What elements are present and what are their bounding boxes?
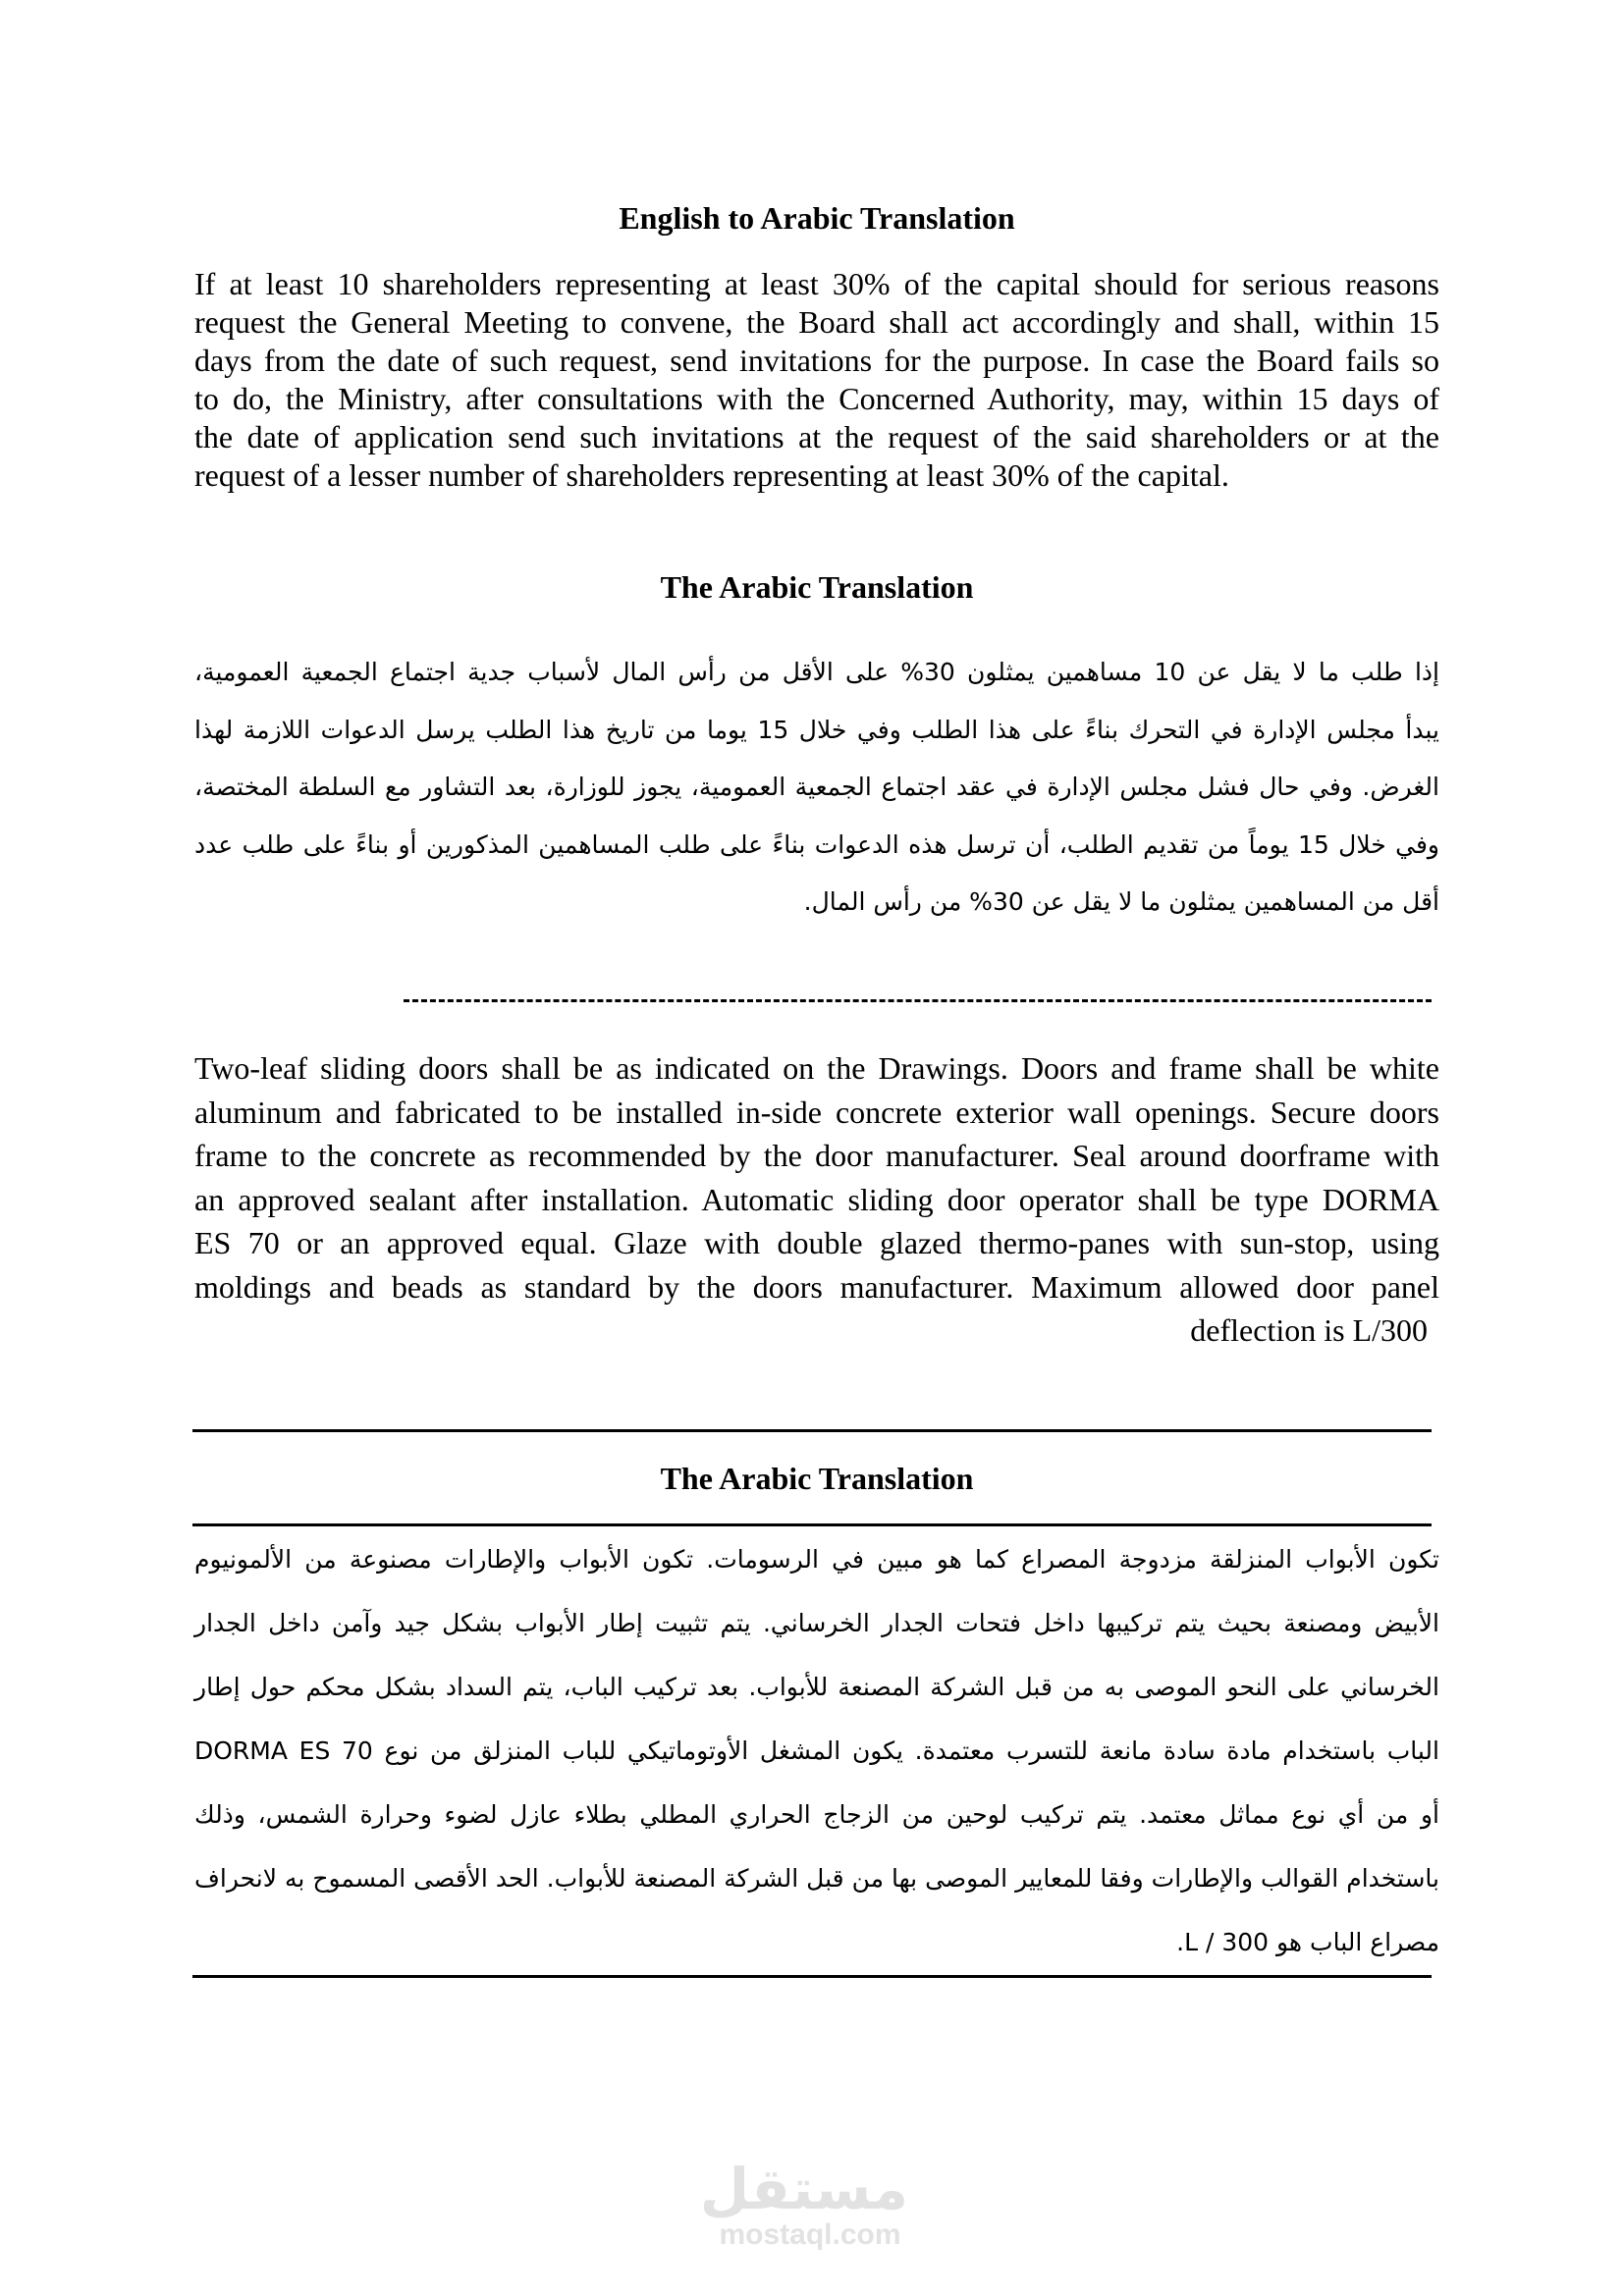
section-title-arabic-translation-1: The Arabic Translation (660, 569, 974, 605)
paragraph-line: Two-leaf sliding doors shall be as indicated on the Drawings. Doors and frame shall be white (194, 1050, 1439, 1086)
paragraph-line: أقل من المساهمين يمثلون ما لا يقل عن 30% من رأس المال. (803, 887, 1439, 916)
mostaql-watermark (699, 2156, 908, 2251)
paragraph-line: request the General Meeting to convene, the Board shall act accordingly and shall, within 15 (194, 304, 1439, 340)
paragraph-line: الباب باستخدام مادة سادة مانعة للتسرب معتمدة. يكون المشغل الأوتوماتيكي للباب المنزلق من نوع DORMA ES 70 (194, 1736, 1439, 1765)
english-paragraph-shareholders (194, 265, 1439, 495)
section-title-arabic-translation-2: The Arabic Translation (660, 1461, 974, 1496)
paragraph-line: يبدأ مجلس الإدارة في التحرك بناءً على هذا الطلب وفي خلال 15 يوما من تاريخ هذا الطلب يرسل الدعوات اللازمة لهذا (194, 715, 1440, 744)
paragraph-line: باستخدام القوالب والإطارات وفقا للمعايير الموصى بها من قبل الشركة المصنعة للأبواب. الحد الأقصى المسموح به لانحراف (194, 1864, 1439, 1893)
paragraph-line: ES 70 or an approved equal. Glaze with double glazed thermo-panes with sun-stop, using (194, 1225, 1439, 1260)
english-paragraph-sliding-doors (194, 1046, 1439, 1353)
dashed-separator (404, 999, 1432, 1002)
watermark-url: mostaql.com (719, 2218, 901, 2251)
paragraph-line: If at least 10 shareholders representing at least 30% of the capital should for serious reasons (194, 266, 1439, 301)
watermark-logo: مستقل (699, 2156, 908, 2222)
paragraph-line: request of a lesser number of shareholders representing at least 30% of the capital. (194, 457, 1229, 493)
section-title-english-to-arabic: English to Arabic Translation (619, 200, 1015, 236)
paragraph-line: deflection is L/300 (1190, 1312, 1428, 1348)
paragraph-line: الخرساني على النحو الموصى به من قبل الشركة المصنعة للأبواب. بعد تركيب الباب، يتم السداد بشكل محكم حول إطار (194, 1673, 1439, 1701)
horizontal-rule-middle (192, 1523, 1432, 1526)
paragraph-line: to do, the Ministry, after consultations with the Concerned Authority, may, within 15 days of (194, 381, 1439, 416)
paragraph-line: وفي خلال 15 يوماً من تقديم الطلب، أن ترسل هذه الدعوات بناءً على طلب المساهمين المذكورين أو بناءً على طلب عدد (194, 829, 1439, 859)
paragraph-line: مصراع الباب هو L / 300. (1176, 1928, 1439, 1956)
paragraph-line: frame to the concrete as recommended by the door manufacturer. Seal around doorframe with (194, 1138, 1439, 1173)
arabic-paragraph-shareholders (194, 644, 1439, 932)
paragraph-line: moldings and beads as standard by the doors manufacturer. Maximum allowed door panel (194, 1268, 1439, 1305)
horizontal-rule-top (192, 1429, 1432, 1432)
paragraph-line: aluminum and fabricated to be installed in-side concrete exterior wall openings. Secure doors (194, 1094, 1439, 1130)
paragraph-line: أو من أي نوع مماثل معتمد. يتم تركيب لوحين من الزجاج الحراري المطلي بطلاء عازل لضوء وحرارة الشمس، وذلك (194, 1800, 1439, 1829)
paragraph-line: الغرض. وفي حال فشل مجلس الإدارة في عقد اجتماع الجمعية العمومية، يجوز للوزارة، بعد التشاور مع السلطة المختصة، (194, 773, 1439, 801)
paragraph-line: the date of application send such invitations at the request of the said shareholders or at the (194, 419, 1439, 454)
paragraph-line: الأبيض ومصنعة بحيث يتم تركيبها داخل فتحات الجدار الخرساني. يتم تثبيت إطار الأبواب بشكل جيد وآمن داخل الجدار (194, 1609, 1439, 1637)
paragraph-line: days from the date of such request, send invitations for the purpose. In case the Board fails so (194, 343, 1439, 378)
paragraph-line: an approved sealant after installation. Automatic sliding door operator shall be type DORMA (194, 1181, 1439, 1217)
horizontal-rule-bottom (192, 1975, 1432, 1978)
paragraph-line: إذا طلب ما لا يقل عن 10 مساهمين يمثلون 30% على الأقل من رأس المال لأسباب جدية اجتماع الجمعية العمومية، (194, 658, 1439, 686)
paragraph-line: تكون الأبواب المنزلقة مزدوجة المصراع كما هو مبين في الرسومات. تكون الأبواب والإطارات مصنوعة من الألمونيوم (194, 1545, 1439, 1574)
arabic-paragraph-sliding-doors (194, 1527, 1439, 1974)
